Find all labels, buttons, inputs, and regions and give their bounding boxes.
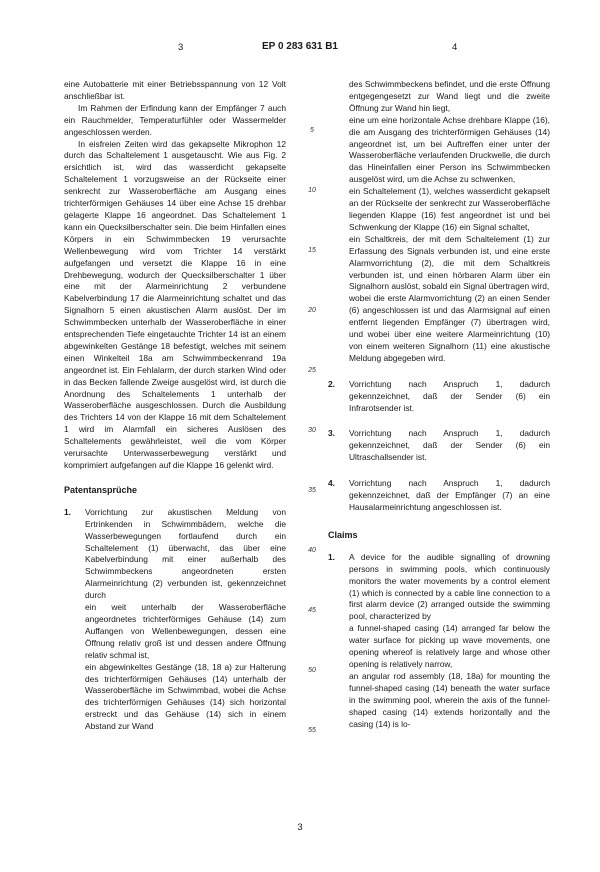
- claim-text: Vorrichtung nach Anspruch 1, dadurch gekennzeichnet, daß der Sender (6) ein Ultraschallsender ist.: [349, 428, 550, 463]
- claim-number: 3.: [328, 428, 335, 439]
- claim-3-de: [328, 428, 550, 464]
- line-number: 40: [308, 547, 316, 554]
- claim-body: [349, 552, 550, 731]
- line-number: 35: [308, 487, 316, 494]
- claim-text: ein abgewinkeltes Gestänge (18, 18 a) zur Halterung des trichterförmigen Gehäuses (14) unterhalb der Wasseroberfläche im Schwimmbad, wobei die Achse des trichterförmigen Gehäuses (14) sich horizontal erstreckt und das Gehäuse (14) sich in einem Abstand zur Wand: [85, 661, 286, 732]
- line-number: 5: [310, 127, 314, 134]
- claim-number: 4.: [328, 478, 335, 489]
- patent-number: EP 0 283 631 B1: [262, 41, 338, 52]
- right-column: [328, 79, 550, 740]
- section-title-patentansprueche: Patentansprüche: [64, 484, 138, 495]
- claim-number: 1.: [328, 551, 335, 562]
- claim-text: eine um eine horizontale Achse drehbare Klappe (16), die am Ausgang des trichterförmigen Gehäuses (14) angeordnet ist, um bei Auftreffen einer unter der Wasseroberfläche verlaufenden Druckwelle, die durch das Hineinfallen einer Person ins Schwimmbecken ausgelöst wird, um die Achse zu schwenken,: [349, 114, 550, 185]
- claim-text: ein Schaltkreis, der mit dem Schaltelement (1) zur Erfassung des Signals verbunden ist, und eine erste Alarmvorrichtung (2), die mit dem Schaltkreis verbunden ist, und einen hörbaren Alarm über ein Signalhorn auslöst, sobald ein Signal übertragen wird,: [349, 233, 550, 292]
- claim-text: Vorrichtung zur akustischen Meldung von Ertrinkenden in Schwimmbädern, welche die Wasserbewegungen fortlaufend durch ein Schaltelement (1) überwacht, das über eine Kabelverbindung mit einer außerhalb des Schwimmbeckens angeordneten ersten Alarmeinrichtung (2) verbunden ist, gekennzeichnet durch: [85, 506, 286, 601]
- claim-number: 1.: [64, 506, 71, 517]
- footer-page-number: 3: [297, 822, 303, 833]
- claim-text: Vorrichtung nach Anspruch 1, dadurch gekennzeichnet, daß der Empfänger (7) an eine Hausalarmeinrichtung angeschlossen ist.: [349, 478, 550, 512]
- claim-text: ein Schaltelement (1), welches wasserdicht gekapselt an der Rückseite der senkrecht zur Wasseroberfläche liegenden Klappe (16) fest angeordnet ist und bei Schwenkung der Klappe (16) ein Signal schaltet,: [349, 186, 550, 232]
- claim-text: an angular rod assembly (18, 18a) for mounting the funnel-shaped casing (14) beneath the water surface in the swimming pool, wherein the axis of the funnel-shaped casing (14) extends horizontally and the casing (14) is lo-: [349, 670, 550, 729]
- claim-text: a funnel-shaped casing (14) arranged far below the water surface for picking up wave movements, one opening whereof is relatively large and whose other opening is relatively narrow,: [349, 623, 550, 669]
- claim-1-de: [64, 507, 286, 733]
- claim-text: des Schwimmbeckens befindet, und die erste Öffnung entgegengesetzt zur Wand liegt und die zweite Öffnung zur Wand hin liegt,: [349, 79, 550, 113]
- claim-text: Vorrichtung nach Anspruch 1, dadurch gekennzeichnet, daß der Sender (6) ein Infrarotsender ist.: [349, 378, 550, 413]
- claim-text: wobei die erste Alarmvorrichtung (2) an einen Sender (6) angeschlossen ist und das Alarmsignal auf einen entfernt liegenden Empfänger (7) übertragen wird, und wobei über eine weitere Alarmeinrichtung (10) von einem weiteren Signalhorn (11) eine akustische Meldung abgegeben wird.: [349, 293, 550, 363]
- line-number: 15: [308, 247, 316, 254]
- header-left-page-number: 3: [178, 42, 184, 53]
- line-number: 25: [308, 367, 316, 374]
- claim-2-de: [328, 379, 550, 415]
- claim-1-de-continuation: [328, 79, 550, 365]
- claim-text: ein weit unterhalb der Wasseroberfläche angeordnetes trichterförmiges Gehäuse (14) zum Auffangen von Wellenbewegungen, dessen eine Öffnung relativ groß ist und dessen andere Öffnung relativ schmal ist,: [85, 602, 286, 660]
- claim-1-en: [328, 552, 550, 731]
- left-column: [64, 79, 286, 743]
- line-number: 45: [308, 607, 316, 614]
- line-number: 55: [308, 727, 316, 734]
- line-number: 20: [308, 307, 316, 314]
- line-number: 30: [308, 427, 316, 434]
- claim-body: [85, 507, 286, 733]
- paragraph: Im Rahmen der Erfindung kann der Empfänger 7 auch ein Rauchmelder, Temperaturfühler oder Wassermelder angeschlossen werden.: [64, 102, 286, 137]
- line-number: 50: [308, 667, 316, 674]
- claim-text: A device for the audible signalling of drowning persons in swimming pools, which continuously monitors the water movements by a control element (1) which is connected by a cable line connection to a first alarm device (2) arranged outside the swimming pool, characterized by: [349, 551, 550, 622]
- paragraph: In eisfreien Zeiten wird das gekapselte Mikrophon 12 durch das Schaltelement 1 ausgetauscht. Wie aus Fig. 2 ersichtlich ist, wird das wasserdicht gekapselte Schaltelement 1 vorzugsweise an der Rückseite einer senkrecht zur Wasseroberfläche am Ausgang eines trichterförmigen Gehäuses 14 über eine Achse 15 drehbar gelagerte Klappe 16 angeordnet. Das Schaltelement 1 kann ein Quecksilberschalter sein. Die beim Hinfallen eines Körpers in ein Schwimmbecken 19 verursachte Wellenbewegung wird vom Trichter 14 verstärkt aufgefangen und versetzt die Klappe 16 in eine Drehbewegung, wodurch der Quecksilberschalter 1 über eine mit der Alarmeinrichtung 2 verbundene Kabelverbindung 17 die Alarmeinrichtung schaltet und das Signalhorn 5 einen akustischen Alarm auslöst. Der im Schwimmbecken unterhalb der Wasseroberfläche in einer entsprechenden Tiefe eingetauchte Trichter 14 ist an einem abgewinkelten Gestänge 18 befestigt, welches mit seinem einen Winkelteil 18a am Schwimmbeckenrand 19a angeordnet ist. Ein Fehlalarm, der durch starken Wind oder in das Becken fallende Zweige ausgelöst wird, ist durch die Anordnung des Schaltelements 1 unterhalb der Wasseroberfläche ausgeschlossen. Durch die Ausbildung des Trichters 14 von der Klappe 16 mit dem Schaltelement 1 wird im Alarmfall ein sicheres Auslösen des Schaltelements gewährleistet, weil die vom Körper verursachte Unterwasserbewegung verstärkt und komprimiert aufgefangen auf die Klappe 16 gelenkt wird.: [64, 138, 286, 470]
- paragraph: eine Autobatterie mit einer Betriebsspannung von 12 Volt anschließbar ist.: [64, 79, 286, 101]
- section-title-claims: Claims: [328, 529, 358, 540]
- header-right-page-number: 4: [452, 42, 458, 53]
- claim-body: [349, 79, 550, 365]
- claim-4-de: [328, 478, 550, 514]
- line-number: 10: [308, 187, 316, 194]
- claim-number: 2.: [328, 378, 335, 389]
